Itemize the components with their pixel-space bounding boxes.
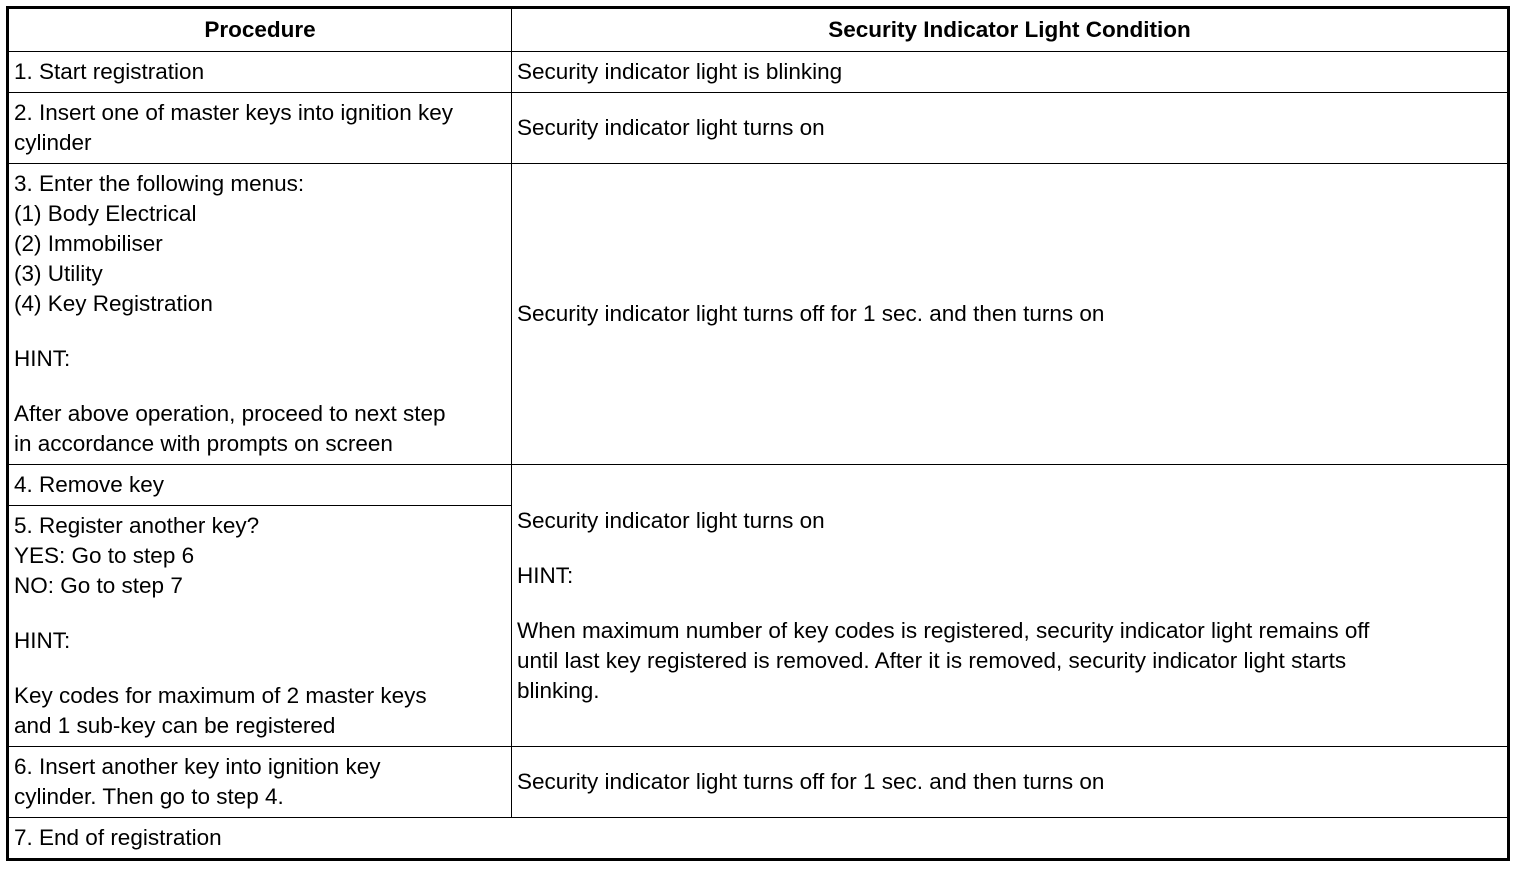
step-7-procedure: 7. End of registration xyxy=(8,818,1509,860)
step-1-condition: Security indicator light is blinking xyxy=(512,52,1509,93)
hint-text: in accordance with prompts on screen xyxy=(14,431,393,456)
hint-text: until last key registered is removed. After it is removed, security indicator light starts xyxy=(517,647,1347,673)
hint-text: Key codes for maximum of 2 master keys xyxy=(14,683,427,708)
header-row xyxy=(8,8,1509,52)
menu-item: (2) Immobiliser xyxy=(14,231,163,256)
step-3-condition: Security indicator light turns off for 1 sec. and then turns on xyxy=(512,164,1509,465)
table-row xyxy=(8,747,1509,818)
step-2-condition: Security indicator light turns on xyxy=(512,93,1509,164)
step-5-line: 5. Register another key? xyxy=(14,513,260,538)
hint-text: After above operation, proceed to next step xyxy=(14,401,446,426)
hint-label: HINT: xyxy=(14,346,71,371)
table-row xyxy=(8,465,1509,506)
step-1-procedure: 1. Start registration xyxy=(8,52,512,93)
hint-label: HINT: xyxy=(14,628,71,653)
table-row xyxy=(8,164,1509,465)
header-procedure: Procedure xyxy=(8,8,512,52)
table-row xyxy=(8,818,1509,860)
step-4-5-condition xyxy=(512,465,1509,747)
condition-text: Security indicator light turns on xyxy=(517,507,825,533)
step-4-procedure: 4. Remove key xyxy=(8,465,512,506)
step-2-line: cylinder xyxy=(14,130,92,155)
step-5-line: NO: Go to step 7 xyxy=(14,573,183,598)
menu-item: (4) Key Registration xyxy=(14,291,213,316)
step-6-line: 6. Insert another key into ignition key xyxy=(14,754,381,779)
step-2-procedure xyxy=(8,93,512,164)
hint-text: When maximum number of key codes is registered, security indicator light remains off xyxy=(517,617,1370,643)
key-registration-table xyxy=(6,6,1510,861)
step-3-line: 3. Enter the following menus: xyxy=(14,171,305,196)
table-row xyxy=(8,52,1509,93)
table-row xyxy=(8,93,1509,164)
step-2-line: 2. Insert one of master keys into ignition key xyxy=(14,100,453,125)
hint-label: HINT: xyxy=(517,562,574,588)
step-3-procedure xyxy=(8,164,512,465)
step-6-line: cylinder. Then go to step 4. xyxy=(14,784,284,809)
step-6-condition: Security indicator light turns off for 1 sec. and then turns on xyxy=(512,747,1509,818)
step-5-line: YES: Go to step 6 xyxy=(14,543,195,568)
hint-text: and 1 sub-key can be registered xyxy=(14,713,336,738)
header-condition: Security Indicator Light Condition xyxy=(512,8,1509,52)
hint-text: blinking. xyxy=(517,677,600,703)
menu-item: (1) Body Electrical xyxy=(14,201,197,226)
menu-item: (3) Utility xyxy=(14,261,103,286)
step-6-procedure xyxy=(8,747,512,818)
step-5-procedure xyxy=(8,506,512,747)
